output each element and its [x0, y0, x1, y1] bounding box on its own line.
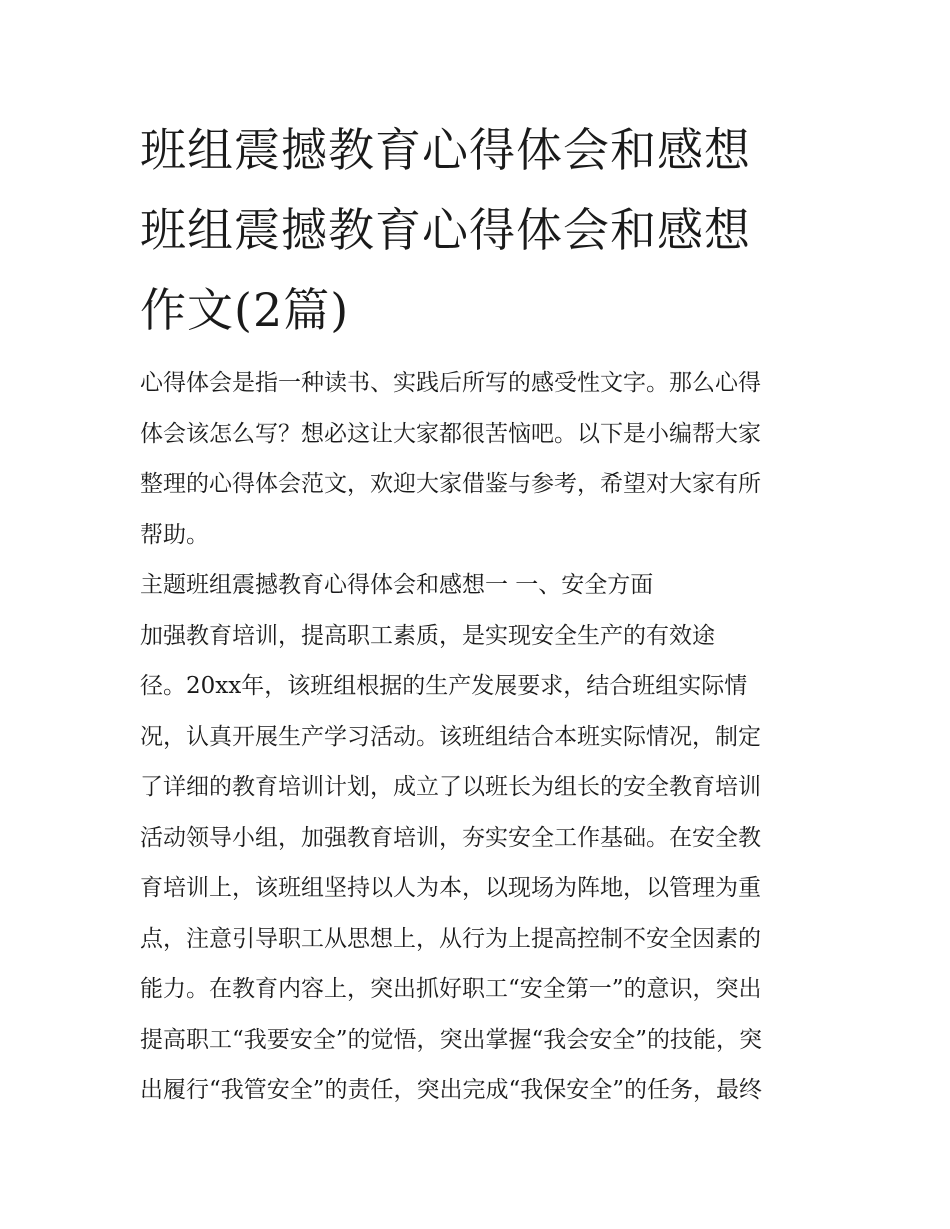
document-page [140, 110, 820, 1116]
body-line: 提高职工“我要安全”的觉悟，突出掌握“我会安全”的技能，突 [140, 1026, 763, 1053]
body-line: 能力。在教育内容上，突出抓好职工“安全第一”的意识，突出 [140, 976, 762, 1002]
intro-paragraph [140, 358, 820, 560]
body-line: 况，认真开展生产学习活动。该班组结合本班实际情况，制定 [140, 723, 761, 750]
title-line-2: 班组震撼教育心得体会和感想 [140, 203, 751, 257]
body-line: 出履行“我管安全”的责任，突出完成“我保安全”的任务，最终 [140, 1077, 763, 1103]
body-line: 点，注意引导职工从思想上，从行为上提高控制不安全因素的 [140, 925, 761, 952]
section-heading: 主题班组震撼教育心得体会和感想一 一、安全方面 [140, 572, 654, 598]
body-line: 了详细的教育培训计划，成立了以班长为组长的安全教育培训 [140, 774, 761, 800]
title-line-1: 班组震撼教育心得体会和感想 [140, 123, 751, 177]
body-line: 育培训上，该班组坚持以人为本，以现场为阵地，以管理为重 [140, 875, 761, 901]
intro-line: 心得体会是指一种读书、实践后所写的感受性文字。那么心得 [140, 370, 761, 396]
body-line: 活动领导小组，加强教育培训，夯实安全工作基础。在安全教 [140, 824, 761, 851]
intro-line: 体会该怎么写？想必这让大家都很苦恼吧。以下是小编帮大家 [140, 420, 761, 447]
body-line: 径。20xx年，该班组根据的生产发展要求，结合班组实际情 [140, 673, 748, 699]
document-title [140, 110, 820, 350]
body-paragraph [140, 611, 820, 1116]
title-line-3: 作文(2篇) [140, 283, 350, 337]
intro-line: 帮助。 [140, 521, 209, 548]
intro-line: 整理的心得体会范文，欢迎大家借鉴与参考，希望对大家有所 [140, 471, 761, 497]
body-line: 加强教育培训，提高职工素质，是实现安全生产的有效途 [140, 622, 715, 649]
